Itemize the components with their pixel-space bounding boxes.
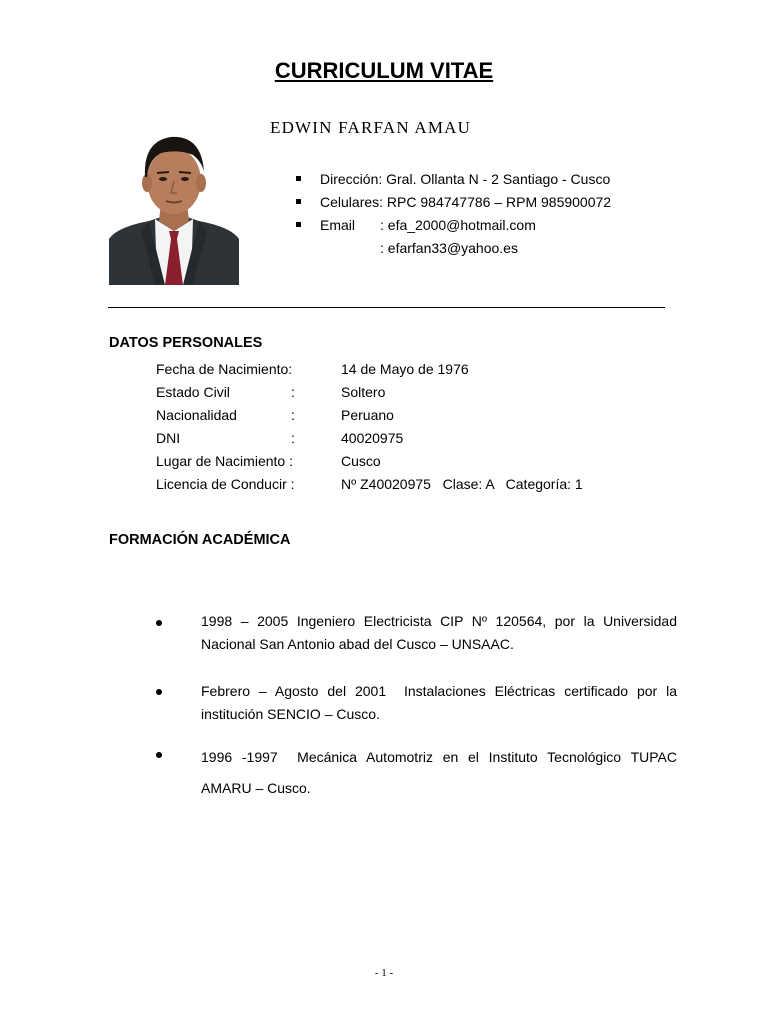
row-label: Estado Civil xyxy=(156,384,230,400)
email-secondary[interactable]: : efarfan33@yahoo.es xyxy=(380,240,518,256)
square-bullet-icon xyxy=(296,222,301,227)
section-heading-datos-personales: DATOS PERSONALES xyxy=(109,335,263,351)
header-divider xyxy=(108,307,665,308)
row-label: Lugar de Nacimiento : xyxy=(156,453,293,469)
row-colon: : xyxy=(291,384,295,400)
row-colon: : xyxy=(291,407,295,423)
email-primary[interactable]: : efa_2000@hotmail.com xyxy=(380,217,536,233)
education-item: 1998 – 2005 Ingeniero Electricista CIP Nº 120564, por la Universidad Nacional San Antonio abad del Cusco – UNSAAC. xyxy=(201,613,677,652)
square-bullet-icon xyxy=(296,176,301,181)
row-label: DNI xyxy=(156,430,181,446)
row-value: 40020975 xyxy=(341,430,404,446)
email-label: Email xyxy=(320,217,356,233)
document-title: CURRICULUM VITAE xyxy=(274,58,494,83)
row-label: Nacionalidad xyxy=(156,407,237,423)
profile-photo xyxy=(109,131,239,285)
section-heading-formacion: FORMACIÓN ACADÉMICA xyxy=(109,532,291,548)
bullet-icon xyxy=(156,689,162,695)
row-value: Soltero xyxy=(341,384,386,400)
education-item: 1996 -1997 Mecánica Automotriz en el Instituto Tecnológico TUPAC AMARU – Cusco. xyxy=(201,749,681,796)
row-value: Nº Z40020975 Clase: A Categoría: 1 xyxy=(341,476,583,492)
page-number: - 1 - xyxy=(374,967,394,979)
bullet-icon xyxy=(156,752,162,758)
row-label: Licencia de Conducir : xyxy=(156,476,295,492)
phones-text: Celulares: RPC 984747786 – RPM 985900072 xyxy=(320,194,612,210)
bullet-icon xyxy=(156,620,162,626)
address-text: Dirección: Gral. Ollanta N - 2 Santiago - Cusco xyxy=(320,171,611,187)
row-label: Fecha de Nacimiento: xyxy=(156,361,293,377)
row-value: Peruano xyxy=(341,407,394,423)
education-item: Febrero – Agosto del 2001 Instalaciones Eléctricas certificado por la institución SENCIO – Cusco. xyxy=(201,683,681,722)
square-bullet-icon xyxy=(296,199,301,204)
candidate-name: EDWIN FARFAN AMAU xyxy=(270,118,472,137)
row-value: Cusco xyxy=(341,453,381,469)
row-value: 14 de Mayo de 1976 xyxy=(341,361,469,377)
row-colon: : xyxy=(291,430,295,446)
